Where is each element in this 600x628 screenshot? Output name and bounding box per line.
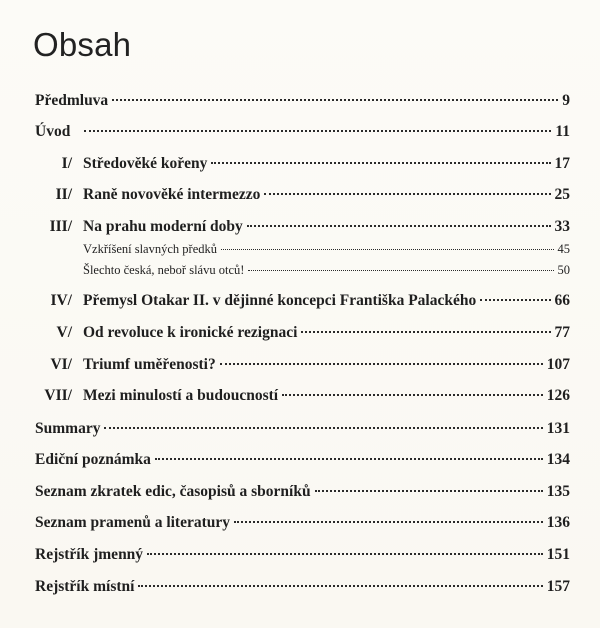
toc-entry-seznam-pramenu [35, 513, 570, 533]
toc-entry-label: Středověké kořeny [83, 155, 208, 172]
toc-entry-chapter-2 [83, 185, 570, 205]
toc-page-number: 131 [546, 420, 570, 437]
toc-entry-edicni-poznamka [35, 450, 570, 470]
toc-entry-label: Seznam pramenů a literatury [35, 514, 231, 531]
toc-entry-label: Předmluva [35, 92, 109, 109]
toc-entry-summary [35, 419, 570, 439]
toc-page-number: 33 [554, 218, 570, 235]
toc-entry-label: Přemysl Otakar II. v dějinné koncepci Františka Palackého [83, 292, 477, 309]
toc-subentry-vzkriseni [83, 241, 570, 257]
page-title: Obsah [33, 26, 132, 63]
toc-entry-rejstrik-mistni [35, 577, 570, 597]
toc-page-number: 66 [554, 292, 570, 309]
toc-page-number: 157 [546, 578, 570, 595]
toc-entry-rejstrik-jmenny [35, 545, 570, 565]
toc-entry-uvod [35, 122, 570, 142]
dot-leader [84, 130, 551, 132]
toc-page-number: 45 [557, 242, 570, 256]
toc-entry-chapter-5 [83, 323, 570, 343]
toc-subentry-slechto-ceska [83, 262, 570, 278]
dot-leader [247, 225, 551, 227]
toc-entry-seznam-zkratek [35, 482, 570, 502]
chapter-number: VII/ [44, 387, 72, 404]
toc-page-number: 11 [555, 123, 570, 140]
dot-leader [138, 585, 542, 587]
toc-subentry-label: Vzkříšení slavných předků [83, 242, 217, 256]
toc-subentry-label: Šlechto česká, neboř slávu otců! [83, 263, 245, 277]
chapter-number: III/ [49, 218, 72, 235]
toc-page-number: 135 [546, 483, 570, 500]
dot-leader [155, 458, 543, 460]
dot-leader [220, 363, 543, 365]
dot-leader [112, 99, 558, 101]
toc-page-number: 9 [562, 92, 570, 109]
toc-entry-label: Seznam zkratek edic, časopisů a sborníků [35, 483, 311, 500]
toc-entry-label: Rejstřík místní [35, 578, 135, 595]
chapter-number: I/ [61, 155, 72, 172]
toc-page-number: 107 [546, 356, 570, 373]
toc-entry-label: Mezi minulostí a budoucností [83, 387, 279, 404]
dot-leader [221, 249, 554, 250]
toc-entry-chapter-4 [83, 291, 570, 311]
dot-leader [315, 490, 543, 492]
toc-entry-label: Ediční poznámka [35, 451, 151, 468]
dot-leader [264, 193, 550, 195]
toc-page-number: 17 [554, 155, 570, 172]
dot-leader [211, 162, 550, 164]
toc-entry-chapter-6 [83, 355, 570, 375]
dot-leader [234, 521, 543, 523]
toc-page-number: 134 [546, 451, 570, 468]
chapter-number: V/ [56, 324, 72, 341]
dot-leader [480, 299, 550, 301]
toc-page-number: 50 [557, 263, 570, 277]
dot-leader [248, 270, 553, 271]
toc-entry-chapter-1 [83, 154, 570, 174]
toc-page-number: 151 [546, 546, 570, 563]
toc-entry-chapter-7 [83, 386, 570, 406]
toc-page-number: 126 [546, 387, 570, 404]
toc-entry-label: Rejstřík jmenný [35, 546, 144, 563]
dot-leader [301, 331, 550, 333]
toc-page-number: 136 [546, 514, 570, 531]
chapter-number: II/ [55, 186, 72, 203]
dot-leader [282, 394, 543, 396]
toc-page-number: 25 [554, 186, 570, 203]
toc-page-number: 77 [554, 324, 570, 341]
dot-leader [147, 553, 543, 555]
chapter-number: VI/ [50, 356, 72, 373]
dot-leader [104, 427, 542, 429]
toc-entry-chapter-3 [83, 217, 570, 237]
toc-entry-label: Summary [35, 420, 101, 437]
toc-entry-label: Raně novověké intermezzo [83, 186, 261, 203]
toc-entry-label: Na prahu moderní doby [83, 218, 243, 235]
toc-entry-label: Úvod [35, 123, 71, 140]
chapter-number: IV/ [50, 292, 72, 309]
toc-entry-label: Od revoluce k ironické rezignaci [83, 324, 298, 341]
toc-entry-predmluva [35, 91, 570, 111]
toc-entry-label: Triumf uměřenosti? [83, 356, 216, 373]
